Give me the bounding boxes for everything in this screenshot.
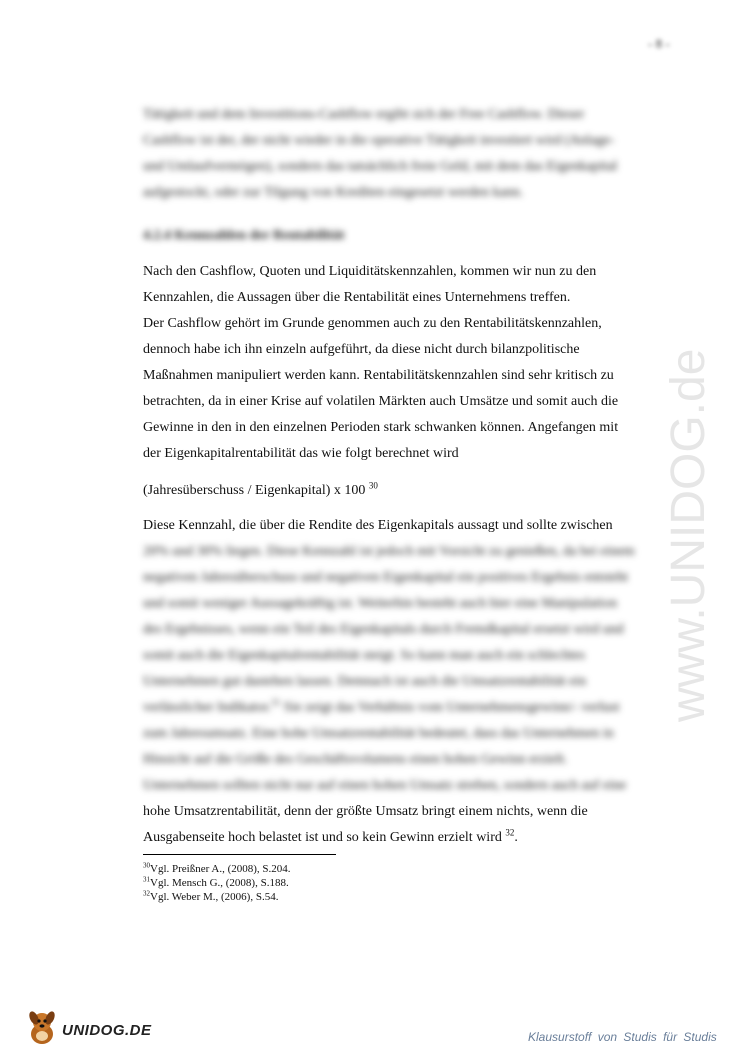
footnote <box>143 890 291 904</box>
footnotes <box>143 862 291 904</box>
intro-paragraph <box>143 102 663 206</box>
closing-line <box>143 825 663 851</box>
intro-line: Cashflow ist der, der nicht wieder in die operative Tätigkeit investiert wird (Anlage- <box>143 133 615 148</box>
body-line: Maßnahmen manipuliert werden kann. Rentabilitätskennzahlen sind sehr kritisch zu <box>143 368 614 383</box>
page-number: - 8 - <box>648 36 670 51</box>
formula <box>143 478 378 504</box>
blurred-line: des Ergebnisses, wenn ein Teil des Eigenkapitals durch Fremdkapital ersetzt wird und <box>143 622 624 637</box>
formula-text: (Jahresüberschuss / Eigenkapital) x 100 <box>143 483 366 498</box>
watermark-text: www.UNIDOG.de <box>662 348 715 722</box>
closing-line: hohe Umsatzrentabilität, denn der größte Umsatz bringt einem nichts, wenn die <box>143 804 588 819</box>
body-line: Gewinne in den in den einzelnen Perioden stark schwanken können. Angefangen mit <box>143 420 619 435</box>
blurred-line <box>143 695 663 721</box>
body-line: dennoch habe ich ihn einzeln aufgeführt, da diese nicht durch bilanzpolitische <box>143 342 580 357</box>
closing-text: Ausgabenseite hoch belastet ist und so kein Gewinn erzielt wird <box>143 830 502 845</box>
watermark <box>660 282 720 722</box>
footnote-number: 30 <box>143 861 150 870</box>
blurred-line: Unternehmen gut dastehen lassen. Demnach ist auch die Umsatzrentabilität ein <box>143 674 587 689</box>
footnote-divider <box>143 854 336 855</box>
body-paragraph <box>143 259 663 467</box>
footnote-text: Vgl. Preißner A., (2008), S.204. <box>150 863 291 875</box>
tagline: Klausurstoff von Studis für Studis <box>528 1030 717 1044</box>
lower-first-line: Diese Kennzahl, die über die Rendite des Eigenkapitals aussagt und sollte zwischen <box>143 518 613 533</box>
section-heading: 4.2.4 Kennzahlen der Rentabilität <box>143 228 345 243</box>
blurred-line: Hinsicht auf die Größe des Geschäftsvolumens einen hohen Gewinn erzielt. <box>143 752 568 767</box>
blurred-line: 20% und 30% liegen. Diese Kennzahl ist jedoch mit Vorsicht zu genießen, da bei einem <box>143 544 635 559</box>
blurred-line: Unternehmen sollten nicht nur auf einen hohen Umsatz streben, sondern auch auf eine <box>143 778 627 793</box>
blurred-line: zum Jahresumsatz. Eine hohe Umsatzrentabilität bedeutet, dass das Unternehmen in <box>143 726 614 741</box>
footnote-text: Vgl. Mensch G., (2008), S.188. <box>150 877 289 889</box>
footnote-ref: 32 <box>505 827 515 838</box>
lower-paragraph <box>143 513 663 851</box>
footnote-number: 32 <box>143 889 150 898</box>
footnote-ref: 30 <box>368 480 378 491</box>
intro-line: und Umlaufvermögen), sondern das tatsächlich freie Geld, mit dem das Eigenkapital <box>143 159 618 174</box>
blurred-line: und somit weniger Aussagekräftig ist. Weiterhin besteht auch hier eine Manipulation <box>143 596 618 611</box>
blurred-text: verlässlicher Indikator. <box>143 700 272 715</box>
logo-text: UNIDOG.DE <box>62 1022 152 1039</box>
footnote-number: 31 <box>143 875 150 884</box>
body-line: Der Cashflow gehört im Grunde genommen auch zu den Rentabilitätskennzahlen, <box>143 316 602 331</box>
intro-line: Tätigkeit und dem Investitions-Cashflow ergibt sich der Free Cashflow. Dieser <box>143 107 585 122</box>
dog-icon <box>22 1008 62 1048</box>
blurred-line: somit auch die Eigenkapitalrentabilität steigt. So kann man auch ein schlechtes <box>143 648 586 663</box>
footnote <box>143 876 291 890</box>
footnote-ref: 31 <box>271 697 281 708</box>
blurred-line: negativen Jahresüberschuss und negativen Eigenkapital ein positives Ergebnis entsteht <box>143 570 628 585</box>
closing-end: . <box>514 830 518 845</box>
body-line: der Eigenkapitalrentabilität das wie folgt berechnet wird <box>143 446 459 461</box>
body-line: Kennzahlen, die Aussagen über die Rentabilität eines Unternehmens treffen. <box>143 290 571 305</box>
footnote-text: Vgl. Weber M., (2006), S.54. <box>150 891 279 903</box>
intro-line: aufgestockt, oder zur Tilgung von Krediten eingesetzt werden kann. <box>143 185 524 200</box>
blurred-block <box>143 539 663 799</box>
body-line: Nach den Cashflow, Quoten und Liquiditätskennzahlen, kommen wir nun zu den <box>143 264 597 279</box>
body-line: betrachten, da in einer Krise auf volatilen Märkten auch Umsätze und somit auch die <box>143 394 619 409</box>
blurred-text: Sie zeigt das Verhältnis vom Unternehmensgewinn/- verlust <box>280 700 620 715</box>
unidog-logo <box>22 1008 152 1048</box>
footnote <box>143 862 291 876</box>
